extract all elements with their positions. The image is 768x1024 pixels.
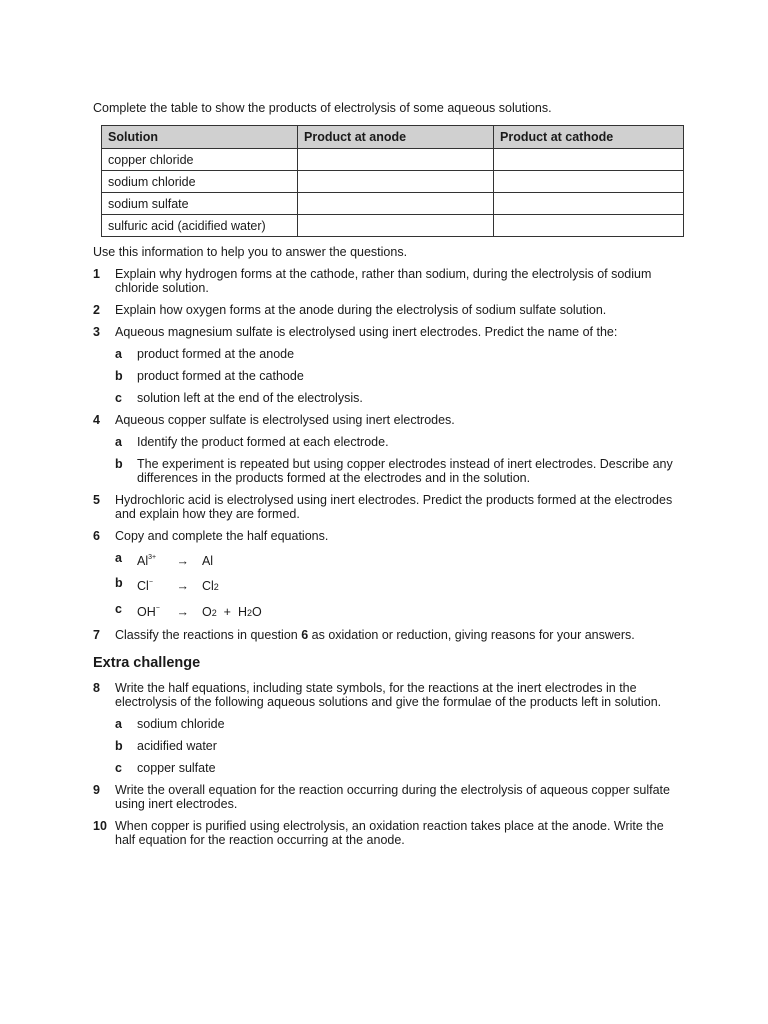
table-row <box>102 215 684 237</box>
cathode-cell <box>494 215 684 237</box>
sub-text: The experiment is repeated but using copper electrodes instead of inert electrodes. Describe any differences in the products formed at the electrodes and in the solution. <box>137 457 673 485</box>
sub-letter: a <box>115 347 122 361</box>
question-text: Classify the reactions in question 6 as oxidation or reduction, giving reasons for your answers. <box>115 628 635 642</box>
sub-letter: c <box>115 391 122 405</box>
sub-text: sodium chloride <box>137 717 225 731</box>
question-3 <box>93 325 683 339</box>
table-row <box>102 193 684 215</box>
sub-text: acidified water <box>137 739 217 753</box>
question-3a <box>93 347 683 361</box>
sub-letter: c <box>115 602 122 616</box>
question-text: Explain how oxygen forms at the anode during the electrolysis of sodium sulfate solution. <box>115 303 607 317</box>
half-equation-6b <box>93 576 683 594</box>
question-9 <box>93 783 683 811</box>
sub-text: product formed at the cathode <box>137 369 304 383</box>
arrow-icon: → <box>176 605 189 619</box>
question-number: 3 <box>93 325 100 339</box>
column-header-anode: Product at anode <box>298 126 494 149</box>
question-number: 8 <box>93 681 100 695</box>
anode-cell <box>298 171 494 193</box>
question-text: Aqueous copper sulfate is electrolysed using inert electrodes. <box>115 413 455 427</box>
question-text: Write the half equations, including state symbols, for the reactions at the inert electrodes in the electrolysis of the following aqueous solutions and give the formulae of the products left in solution. <box>115 681 662 709</box>
equation-reactant: Cl− <box>137 579 153 593</box>
anode-cell <box>298 149 494 171</box>
question-text: Write the overall equation for the reaction occurring during the electrolysis of aqueous copper sulfate using inert electrodes. <box>115 783 670 811</box>
arrow-icon: → <box>176 554 189 568</box>
question-number: 5 <box>93 493 100 507</box>
equation-product: O2 + H2O <box>201 605 262 619</box>
anode-cell <box>298 193 494 215</box>
question-text: Hydrochloric acid is electrolysed using inert electrodes. Predict the products formed at the electrodes and explain how they are formed. <box>115 493 673 521</box>
sub-letter: a <box>115 551 122 565</box>
question-number: 7 <box>93 628 100 642</box>
sub-letter: b <box>115 739 123 753</box>
cathode-cell <box>494 171 684 193</box>
solution-cell: sodium sulfate <box>102 193 298 215</box>
sub-letter: b <box>115 576 123 590</box>
table-row <box>102 149 684 171</box>
question-1 <box>93 267 683 295</box>
question-number: 10 <box>93 819 107 833</box>
question-2 <box>93 303 683 317</box>
question-7 <box>93 628 683 642</box>
question-10 <box>93 819 683 847</box>
cathode-cell <box>494 193 684 215</box>
question-8c <box>93 761 683 775</box>
sub-letter: c <box>115 761 122 775</box>
sub-text: product formed at the anode <box>137 347 295 361</box>
solution-cell: sulfuric acid (acidified water) <box>102 215 298 237</box>
equation-reactant: $Al^{3+}$ <box>137 554 157 568</box>
extra-challenge-heading: Extra challenge <box>93 655 201 671</box>
sub-letter: b <box>115 457 123 471</box>
question-text: Copy and complete the half equations. <box>115 529 329 543</box>
anode-cell <box>298 215 494 237</box>
use-info-text: Use this information to help you to answer the questions. <box>93 245 408 259</box>
question-8 <box>93 681 683 709</box>
column-header-solution: Solution <box>102 126 298 149</box>
question-4b <box>93 457 683 485</box>
question-number: 4 <box>93 413 100 427</box>
equation-product: Al <box>201 554 214 568</box>
cathode-cell <box>494 149 684 171</box>
question-text: Aqueous magnesium sulfate is electrolysed using inert electrodes. Predict the name of the: <box>115 325 618 339</box>
equation-reactant: OH− <box>137 605 160 619</box>
sub-letter: b <box>115 369 123 383</box>
sub-text: Identify the product formed at each electrode. <box>137 435 389 449</box>
question-number: 1 <box>93 267 100 281</box>
table-header-row <box>102 126 684 149</box>
table-row <box>102 171 684 193</box>
question-text: When copper is purified using electrolysis, an oxidation reaction takes place at the anode. Write the half equation for the reaction occurring at the anode. <box>115 819 664 847</box>
half-equation-6a <box>93 551 683 568</box>
electrolysis-products-table <box>101 125 684 237</box>
solution-cell: sodium chloride <box>102 171 298 193</box>
question-text: Explain why hydrogen forms at the cathode, rather than sodium, during the electrolysis of sodium chloride solution. <box>115 267 652 295</box>
question-6 <box>93 529 683 543</box>
worksheet-page <box>93 101 683 855</box>
question-3c <box>93 391 683 405</box>
question-number: 9 <box>93 783 100 797</box>
sub-letter: a <box>115 717 122 731</box>
sub-text: copper sulfate <box>137 761 216 775</box>
question-8b <box>93 739 683 753</box>
question-8a <box>93 717 683 731</box>
table-instruction: Complete the table to show the products of electrolysis of some aqueous solutions. <box>93 101 552 115</box>
half-equation-6c <box>93 602 683 620</box>
sub-letter: a <box>115 435 122 449</box>
question-number: 2 <box>93 303 100 317</box>
arrow-icon: → <box>176 579 189 593</box>
solution-cell: copper chloride <box>102 149 298 171</box>
question-4a <box>93 435 683 449</box>
equation-product: Cl2 <box>201 579 219 593</box>
question-3b <box>93 369 683 383</box>
question-5 <box>93 493 683 521</box>
sub-text: solution left at the end of the electrolysis. <box>137 391 363 405</box>
question-number: 6 <box>93 529 100 543</box>
column-header-cathode: Product at cathode <box>494 126 684 149</box>
question-4 <box>93 413 683 427</box>
